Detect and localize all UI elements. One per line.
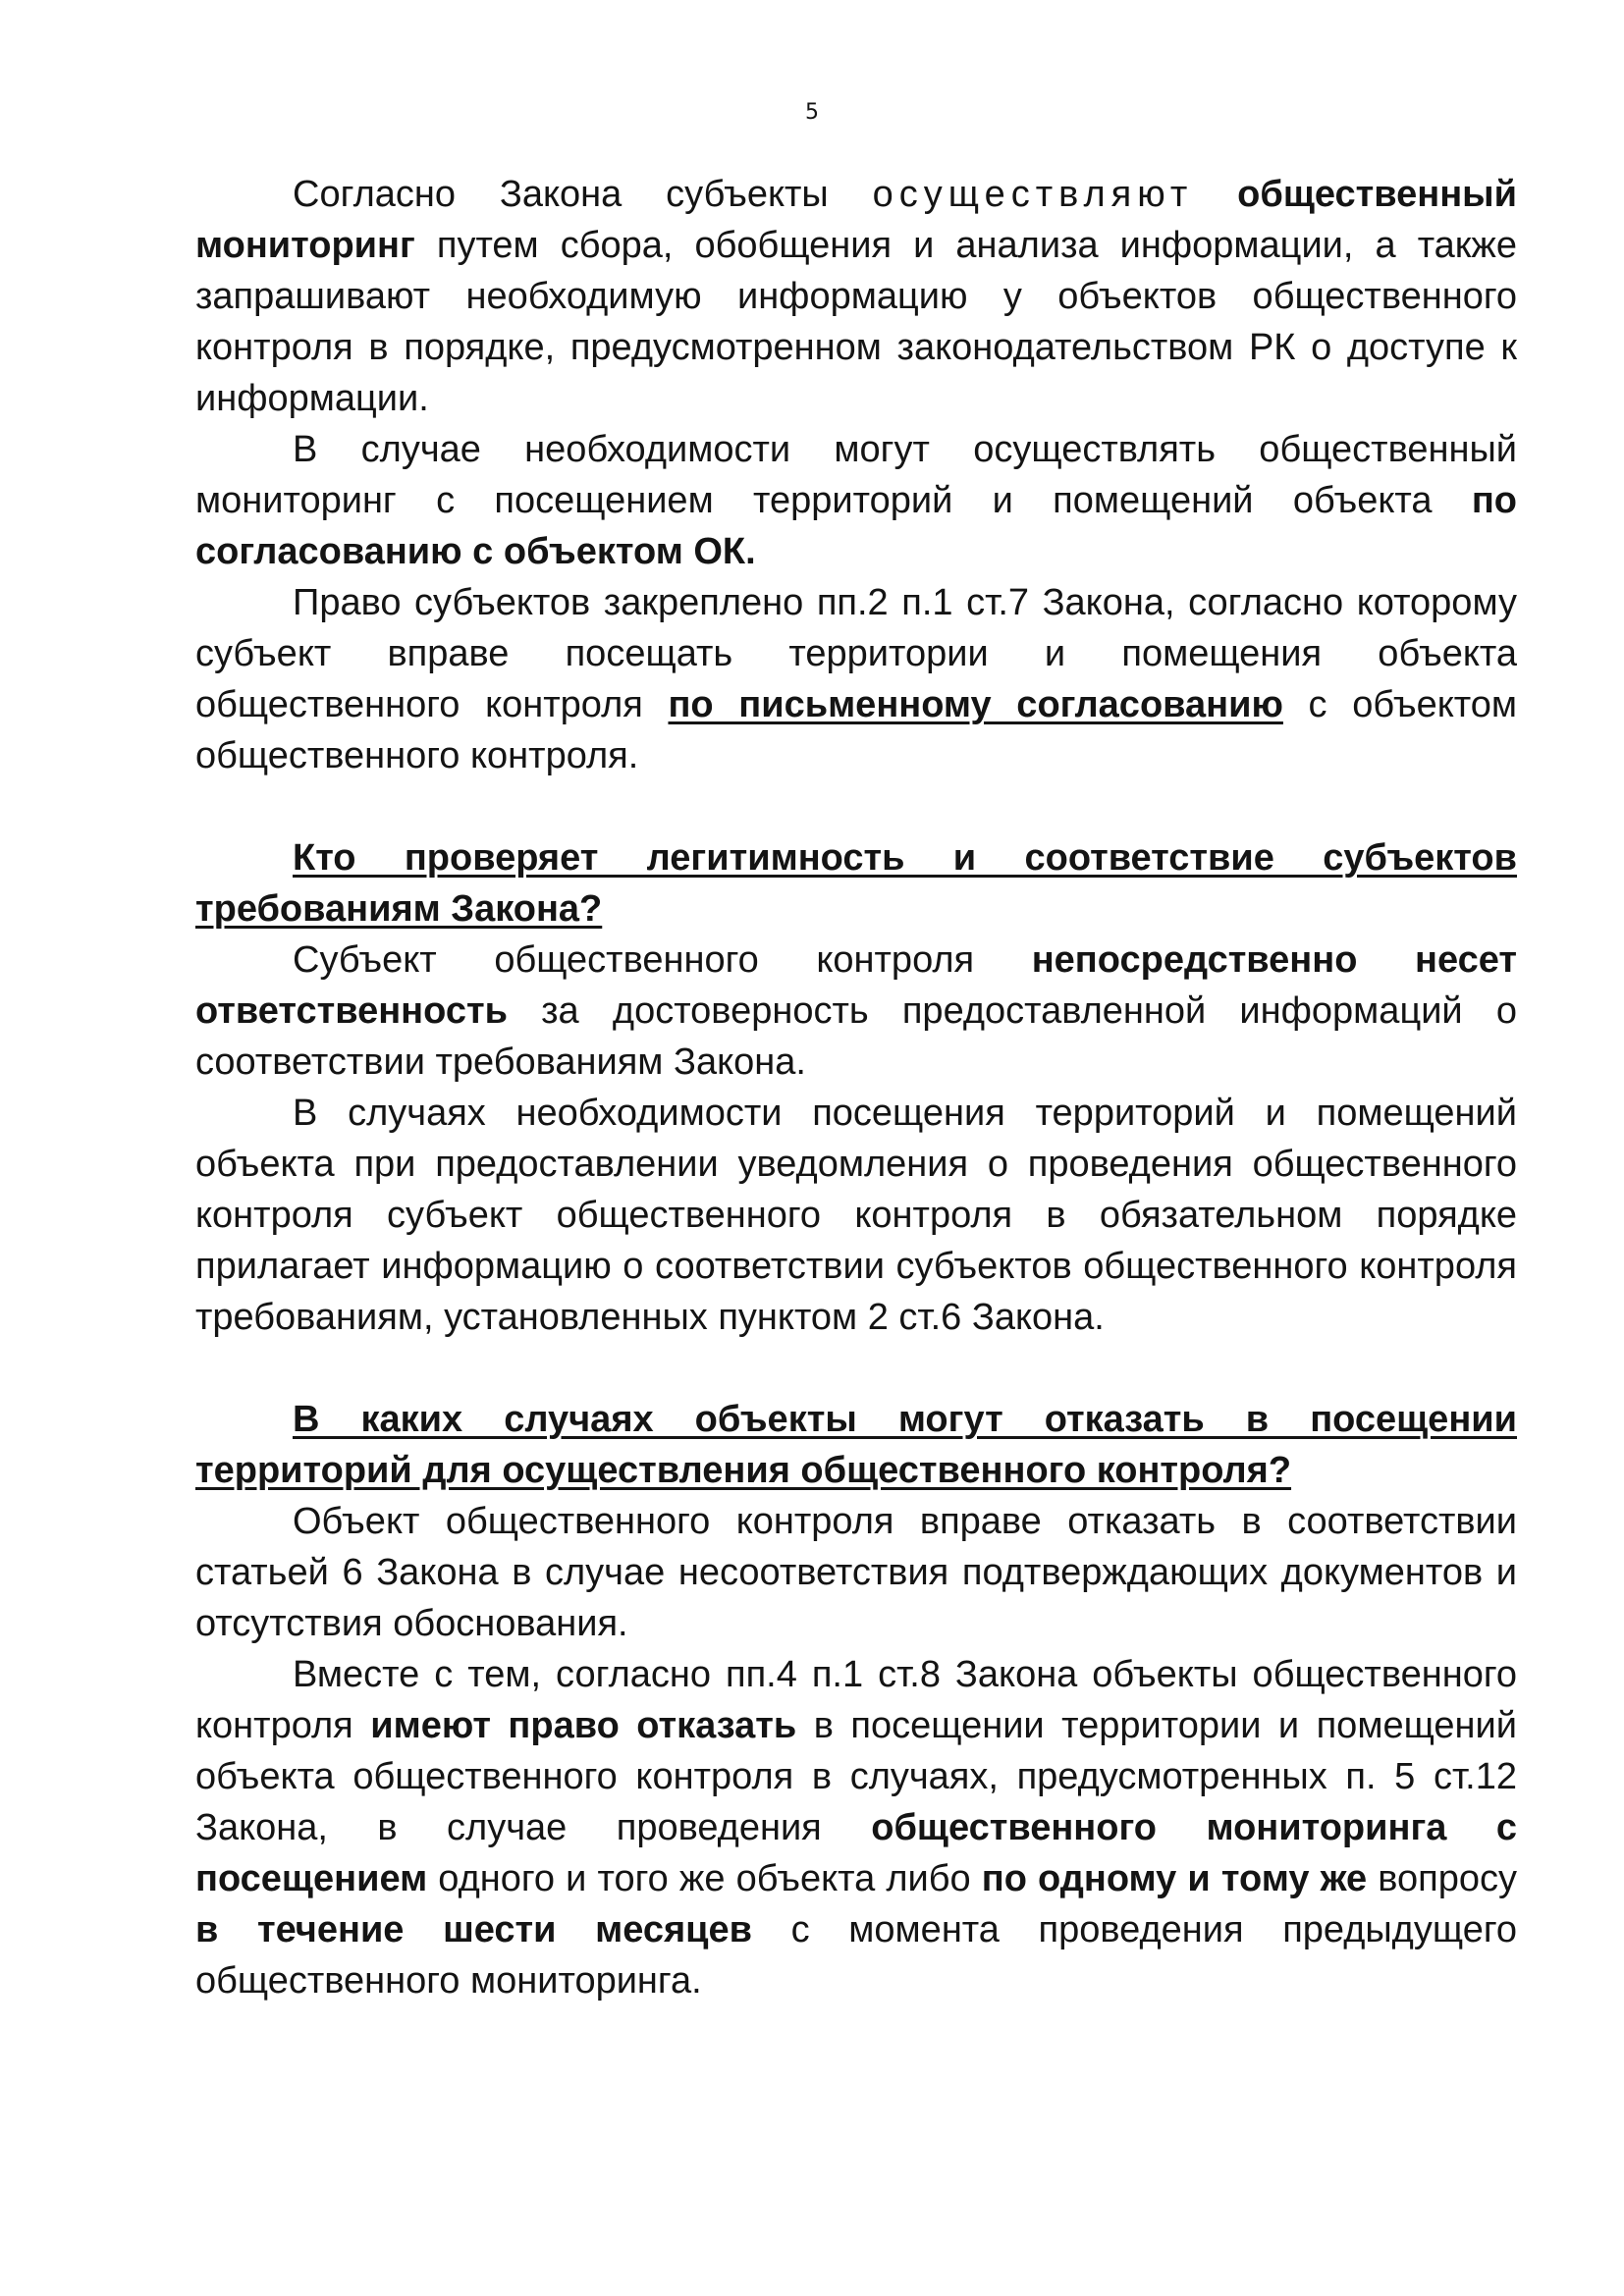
text: В случае необходимости могут осуществлять общественный мониторинг с посещением территорий и помещений объекта bbox=[195, 429, 1517, 521]
text: Право субъектов закреплено пп.2 п.1 ст.7 Закона, согласно которому субъект вправе посещать территории и помещения объекта общественного контроля bbox=[195, 582, 1517, 725]
text: путем сбора, обобщения и анализа информации, а также запрашивают необходимую информацию у объектов общественного контроля в порядке, предусмотренном законодательством РК о доступе к информации. bbox=[195, 225, 1517, 419]
text: в посещении территории и помещений объекта общественного контроля в случаях, предусмотренных п. 5 ст.12 Закона, в случае проведения bbox=[195, 1705, 1517, 1848]
text: Согласно Закона субъекты bbox=[293, 174, 873, 215]
spacer bbox=[195, 1343, 1517, 1394]
bold-text: имеют право отказать bbox=[370, 1705, 797, 1746]
bold-text: по согласованию с объектом ОК. bbox=[195, 480, 1517, 572]
text: с объектом общественного контроля. bbox=[195, 684, 1517, 776]
text-spaced: осуществляют bbox=[872, 174, 1194, 215]
paragraph-refusal-rights bbox=[195, 1649, 1517, 2006]
section-heading-legitimacy: Кто проверяет легитимность и соответствие субъектов требованиям Закона? bbox=[195, 837, 1517, 930]
spacer bbox=[195, 781, 1517, 832]
paragraph-refusal-grounds bbox=[195, 1496, 1517, 1649]
bold-text: в течение шести месяцев bbox=[195, 1909, 753, 1950]
paragraph-notification bbox=[195, 1088, 1517, 1343]
text: одного и того же объекта либо bbox=[427, 1858, 982, 1899]
paragraph-responsibility bbox=[195, 934, 1517, 1088]
bold-underlined-text: по письменному согласованию bbox=[668, 684, 1283, 725]
text: Субъект общественного контроля bbox=[293, 939, 1032, 981]
text: В случаях необходимости посещения территорий и помещений объекта при предоставлении уведомления о проведения общественного контроля субъект общественного контроля в обязательном порядке прилагает информацию о соответствии субъектов общественного контроля требованиям, установленных пунктом 2 ст.6 Закона. bbox=[195, 1093, 1517, 1338]
paragraph-visit-need bbox=[195, 424, 1517, 577]
section-heading-refusal: В каких случаях объекты могут отказать в посещении территорий для осуществления общественного контроля? bbox=[195, 1399, 1517, 1491]
paragraph-subject-rights bbox=[195, 577, 1517, 781]
text: с момента проведения предыдущего общественного мониторинга. bbox=[195, 1909, 1517, 2002]
bold-text: общественного мониторинга с посещением bbox=[195, 1807, 1518, 1899]
text bbox=[1193, 174, 1237, 215]
bold-text: непосредственно несет ответственность bbox=[195, 939, 1517, 1032]
bold-text: общественный мониторинг bbox=[195, 174, 1517, 266]
text: вопросу bbox=[1367, 1858, 1518, 1899]
text: Вместе с тем, согласно пп.4 п.1 ст.8 Закона объекты общественного контроля bbox=[195, 1654, 1517, 1746]
paragraph-public-monitoring bbox=[195, 169, 1517, 424]
document-body bbox=[195, 169, 1517, 2006]
text: за достоверность предоставленной информаций о соответствии требованиям Закона. bbox=[195, 990, 1517, 1083]
text: Объект общественного контроля вправе отказать в соответствии статьей 6 Закона в случае несоответствия подтверждающих документов и отсутствия обоснования. bbox=[195, 1501, 1517, 1644]
bold-text: по одному и тому же bbox=[981, 1858, 1368, 1899]
page-number: 5 bbox=[805, 100, 819, 125]
